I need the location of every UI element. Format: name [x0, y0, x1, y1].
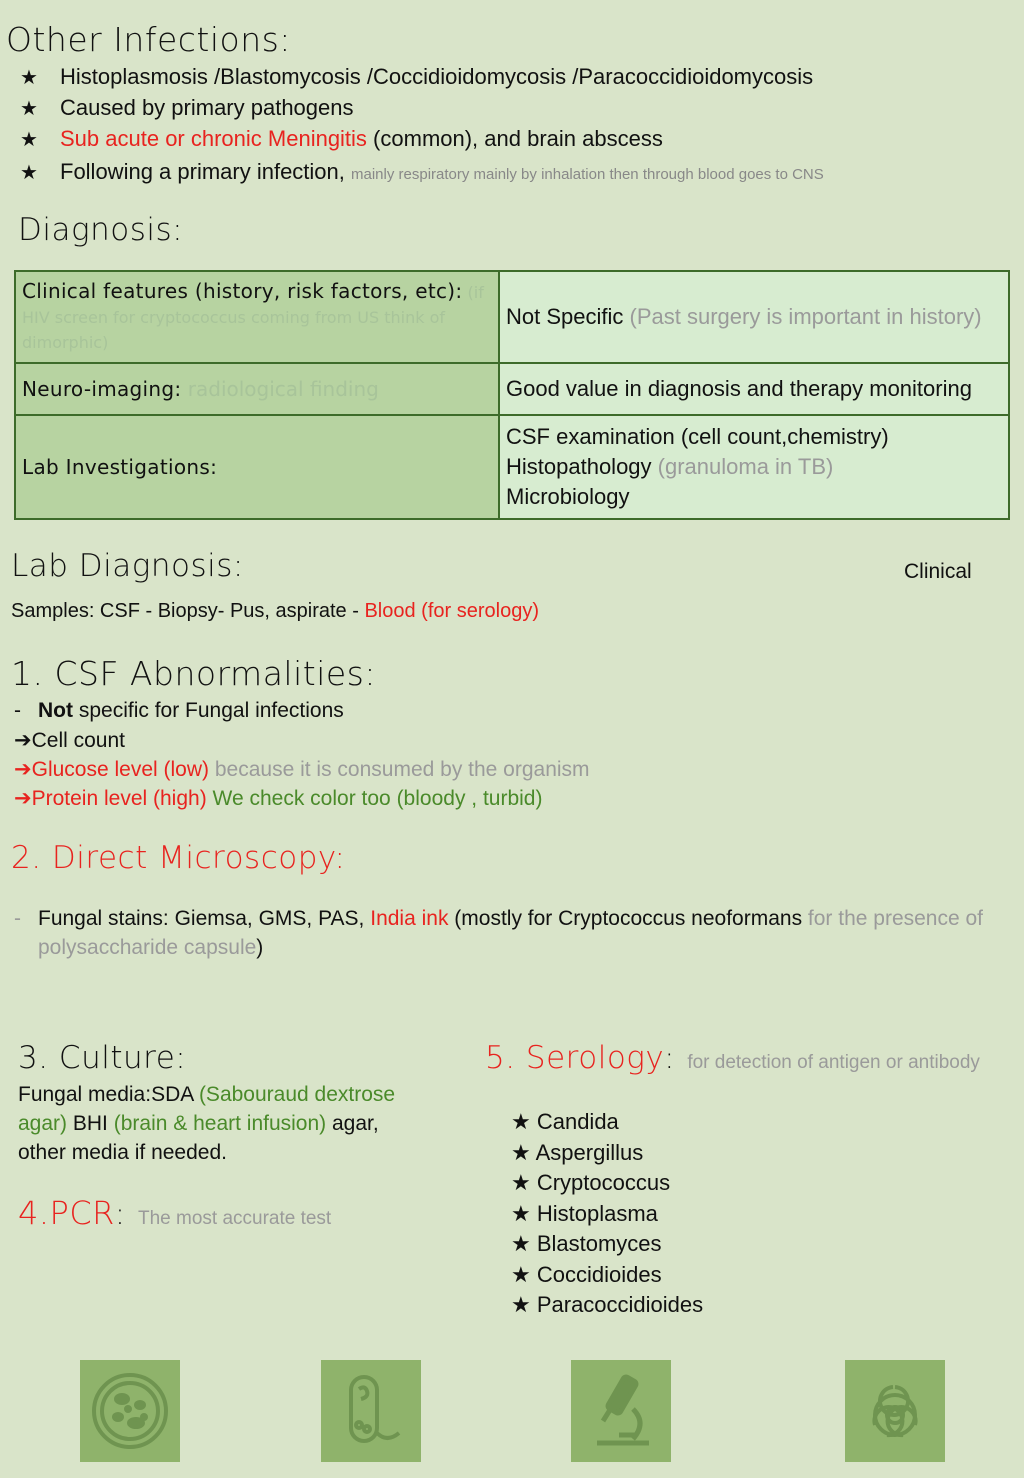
star-icon: ★ — [20, 129, 38, 151]
pcr-title: 4.PCR — [18, 1194, 115, 1232]
csf-protein — [14, 786, 542, 811]
other-infections-title: Other Infections: — [6, 20, 291, 59]
serology-heading — [485, 1040, 980, 1076]
culture-title: 3. Culture: — [18, 1040, 187, 1076]
star-icon: ★ — [20, 98, 38, 120]
serology-note: for detection of antigen or antibody — [687, 1052, 980, 1073]
table-row — [15, 415, 1009, 519]
bullet-text: Histoplasmosis /Blastomycosis /Coccidioidomycosis /Paracoccidioidomycosis — [60, 64, 814, 89]
bullet-text: Following a primary infection, — [60, 159, 352, 184]
arrow-icon: ➔ — [14, 758, 32, 781]
diagnosis-title: Diagnosis: — [18, 212, 184, 248]
csf-highlight: Glucose level (low) — [31, 758, 210, 781]
samples-line — [11, 600, 539, 623]
microscopy-note: polysaccharide capsule — [38, 936, 257, 959]
lab-investigations-cell — [15, 415, 499, 519]
dash: - — [14, 699, 21, 722]
value-line: CSF examination (cell count,chemistry) — [506, 424, 889, 449]
not-bold: Not — [38, 699, 73, 722]
microscopy-text: (mostly for Cryptococcus neoformans — [448, 907, 808, 930]
culture-line-3: other media if needed. — [18, 1141, 227, 1164]
serology-list — [511, 1107, 703, 1321]
csf-note: We check color too (bloody , turbid) — [206, 787, 543, 810]
microscopy-note: for the presence of — [807, 907, 984, 930]
clinical-features-cell — [15, 271, 499, 363]
star-icon: ★ — [20, 162, 38, 184]
culture-text: BHI — [67, 1112, 114, 1135]
bullet-1 — [20, 64, 813, 90]
csf-text: specific for Fungal infections — [73, 699, 344, 722]
bullet-note: mainly respiratory mainly by inhalation then through blood goes to CNS — [351, 166, 824, 183]
microscopy-line-2 — [38, 936, 263, 960]
samples-text: Samples: CSF - Biopsy- Pus, aspirate - — [11, 600, 365, 622]
value-text: Not Specific — [506, 304, 630, 329]
csf-glucose — [14, 757, 590, 782]
pcr-heading — [18, 1194, 331, 1232]
culture-dish-icon — [80, 1360, 180, 1462]
bullet-2 — [20, 95, 354, 121]
csf-text: Cell count — [31, 729, 125, 752]
microscopy-text: Fungal stains: Giemsa, GMS, PAS, — [38, 907, 371, 930]
samples-highlight: Blood (for serology) — [364, 600, 539, 622]
clinical-label: Clinical — [904, 560, 972, 583]
microscopy-highlight: India ink — [370, 907, 449, 930]
csf-not-specific — [14, 699, 344, 723]
diagnosis-table — [14, 270, 1010, 520]
microscope-icon — [571, 1360, 671, 1462]
neuro-imaging-value — [499, 363, 1009, 415]
pcr-colon: : — [114, 1197, 126, 1232]
bullet-highlight: Sub acute or chronic Meningitis — [60, 126, 367, 151]
star-icon: ★ — [20, 67, 38, 89]
biohazard-icon — [845, 1360, 945, 1462]
lab-diagnosis-title: Lab Diagnosis: — [11, 548, 244, 584]
arrow-icon: ➔ — [14, 729, 32, 752]
culture-text: Fungal media:SDA — [18, 1083, 199, 1106]
bullet-text: Caused by primary pathogens — [60, 95, 354, 120]
bullet-4 — [20, 159, 824, 185]
list-item: ★ Paracoccidioides — [511, 1292, 704, 1317]
culture-line-2 — [18, 1112, 379, 1136]
microscopy-title: 2. Direct Microscopy: — [11, 840, 346, 876]
value-text: Histopathology — [506, 454, 658, 479]
culture-note: (Sabouraud dextrose — [198, 1083, 396, 1106]
csf-title: 1. CSF Abnormalities: — [11, 654, 376, 693]
value-note: (Past surgery is important in history) — [629, 304, 982, 329]
arrow-icon: ➔ — [14, 787, 32, 810]
csf-note: because it is consumed by the organism — [209, 758, 590, 781]
lab-investigations-label: Lab Investigations: — [22, 455, 218, 479]
microscopy-line-1 — [14, 907, 983, 931]
table-row — [15, 271, 1009, 363]
pcr-note: The most accurate test — [137, 1208, 332, 1229]
list-item: ★ Blastomyces — [511, 1231, 662, 1256]
serology-title: 5. Serology — [485, 1040, 665, 1076]
csf-highlight: Protein level (high) — [31, 787, 207, 810]
value-line — [506, 452, 1002, 482]
culture-line-1 — [18, 1083, 395, 1107]
bacteria-icon — [321, 1360, 421, 1462]
neuro-imaging-cell — [15, 363, 499, 415]
list-item: ★ Coccidioides — [511, 1261, 662, 1287]
bullet-3 — [20, 126, 663, 152]
culture-note: (brain & heart infusion) — [113, 1112, 327, 1135]
microscopy-text: ) — [256, 936, 264, 959]
list-item: ★ Histoplasma — [511, 1200, 658, 1226]
bullet-text: (common), and brain abscess — [366, 126, 663, 151]
clinical-features-value — [499, 271, 1009, 363]
culture-note: agar) — [18, 1112, 68, 1135]
serology-colon: : — [664, 1041, 675, 1076]
list-item: ★ Candida — [511, 1109, 619, 1134]
dash: - — [14, 907, 21, 930]
clinical-features-label: Clinical features (history, risk factors, etc): — [22, 278, 463, 303]
value-note: (granuloma in TB) — [657, 454, 834, 479]
list-item: ★ Cryptococcus — [511, 1170, 671, 1195]
table-row — [15, 363, 1009, 415]
value-line: Microbiology — [506, 484, 630, 509]
culture-text: agar, — [326, 1112, 379, 1135]
csf-cell-count — [14, 728, 125, 753]
value-text: Good value in diagnosis and therapy monitoring — [506, 376, 972, 401]
neuro-imaging-note: radiological finding — [181, 377, 379, 401]
neuro-imaging-label: Neuro-imaging: — [22, 377, 182, 401]
lab-investigations-value — [499, 415, 1009, 519]
list-item: ★ Aspergillus — [511, 1139, 644, 1165]
clinical-features-note: (if HIV screen for cryptococcus coming from US think of dimorphic) — [22, 282, 484, 352]
